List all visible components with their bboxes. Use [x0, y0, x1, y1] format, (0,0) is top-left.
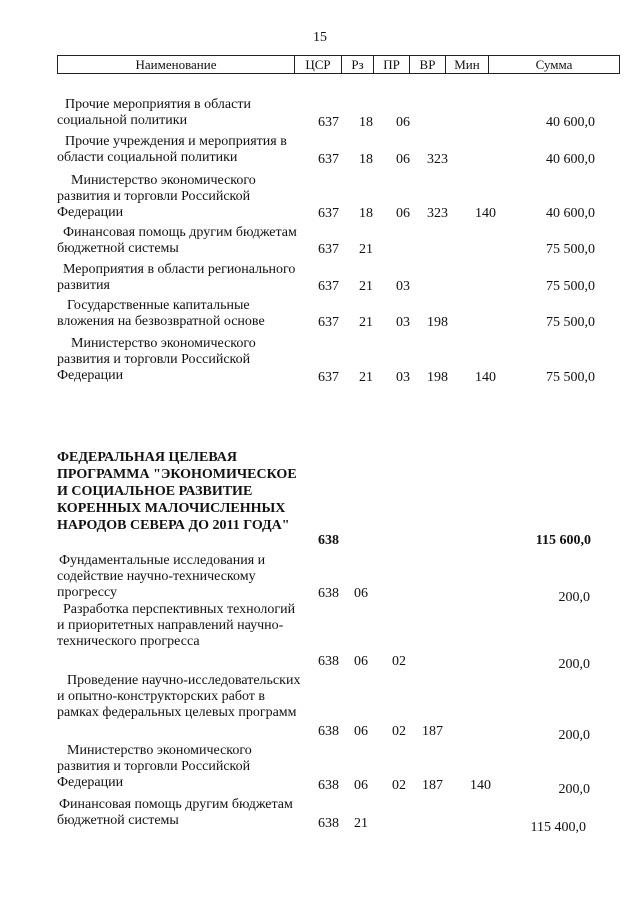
row-vr: 323 [427, 206, 448, 221]
row-pr: 06 [396, 115, 410, 130]
row-name: Министерство экономического развития и торговли Российской Федерации [57, 173, 256, 220]
row-sum: 200,0 [558, 657, 590, 672]
row-csr: 638 [318, 586, 339, 601]
header-sum: Сумма [535, 56, 573, 72]
row-min: 140 [470, 778, 491, 793]
row-name: Финансовая помощь другим бюджетам бюджетной системы [57, 797, 293, 828]
row-csr: 637 [318, 152, 339, 167]
row-sum: 75 500,0 [546, 370, 595, 385]
row-min: 140 [475, 206, 496, 221]
header-csr: ЦСР [295, 56, 342, 73]
row-pr: 03 [396, 315, 410, 330]
row-csr: 637 [318, 315, 339, 330]
row-csr: 637 [318, 279, 339, 294]
row-name: ФЕДЕРАЛЬНАЯ ЦЕЛЕВАЯ ПРОГРАММА "ЭКОНОМИЧЕСКОЕ И СОЦИАЛЬНОЕ РАЗВИТИЕ КОРЕННЫХ МАЛОЧИСЛЕННЫХ НАРОДОВ СЕВЕРА ДО 2011 ГОДА" [57, 450, 297, 533]
row-vr: 323 [427, 152, 448, 167]
row-sum: 200,0 [558, 782, 590, 797]
row-csr: 638 [318, 778, 339, 793]
row-sum: 40 600,0 [546, 206, 595, 221]
row-rz: 06 [354, 654, 368, 669]
row-rz: 21 [359, 315, 373, 330]
row-sum: 115 400,0 [530, 820, 586, 835]
row-sum: 115 600,0 [535, 533, 591, 548]
row-rz: 18 [359, 115, 373, 130]
row-pr: 03 [396, 370, 410, 385]
header-name: Наименование [58, 56, 295, 73]
row-pr: 06 [396, 206, 410, 221]
row-csr: 638 [318, 533, 339, 548]
row-vr: 187 [422, 724, 443, 739]
row-name: Государственные капитальные вложения на безвозвратной основе [57, 298, 265, 329]
row-name: Финансовая помощь другим бюджетам бюджетной системы [57, 225, 297, 256]
row-sum: 40 600,0 [546, 115, 595, 130]
row-vr: 198 [427, 370, 448, 385]
row-vr: 187 [422, 778, 443, 793]
row-vr: 198 [427, 315, 448, 330]
row-csr: 638 [318, 816, 339, 831]
row-name: Прочие мероприятия в области социальной политики [57, 97, 251, 128]
row-name: Разработка перспективных технологий и приоритетных направлений научно-технического прогресса [57, 602, 296, 649]
row-sum: 200,0 [558, 590, 590, 605]
row-pr: 02 [392, 778, 406, 793]
row-rz: 21 [359, 370, 373, 385]
row-name: Прочие учреждения и мероприятия в области социальной политики [57, 134, 287, 165]
row-sum: 40 600,0 [546, 152, 595, 167]
row-rz: 18 [359, 152, 373, 167]
row-csr: 637 [318, 115, 339, 130]
row-rz: 18 [359, 206, 373, 221]
row-name: Министерство экономического развития и торговли Российской Федерации [57, 336, 256, 383]
row-pr: 03 [396, 279, 410, 294]
row-name: Фундаментальные исследования и содействие научно-техническому прогрессу [57, 553, 266, 600]
row-name: Проведение научно-исследовательских и опытно-конструкторских работ в рамках федеральных целевых программ [57, 673, 301, 720]
row-csr: 637 [318, 206, 339, 221]
header-min: Мин [446, 56, 489, 73]
row-sum: 75 500,0 [546, 315, 595, 330]
row-name: Министерство экономического развития и торговли Российской Федерации [57, 743, 252, 790]
row-rz: 21 [359, 279, 373, 294]
row-sum: 200,0 [558, 728, 590, 743]
page-number: 15 [313, 30, 327, 45]
row-sum: 75 500,0 [546, 279, 595, 294]
row-min: 140 [475, 370, 496, 385]
header-pr: ПР [374, 56, 410, 73]
header-rz: Рз [342, 56, 374, 73]
row-rz: 21 [354, 816, 368, 831]
row-csr: 637 [318, 242, 339, 257]
row-name: Мероприятия в области регионального развития [57, 262, 296, 293]
row-rz: 06 [354, 778, 368, 793]
row-pr: 02 [392, 724, 406, 739]
header-vr: ВР [410, 56, 446, 73]
row-pr: 02 [392, 654, 406, 669]
row-csr: 637 [318, 370, 339, 385]
table-header [57, 55, 620, 74]
row-pr: 06 [396, 152, 410, 167]
row-rz: 21 [359, 242, 373, 257]
row-csr: 638 [318, 654, 339, 669]
row-csr: 638 [318, 724, 339, 739]
row-rz: 06 [354, 724, 368, 739]
row-rz: 06 [354, 586, 368, 601]
row-sum: 75 500,0 [546, 242, 595, 257]
